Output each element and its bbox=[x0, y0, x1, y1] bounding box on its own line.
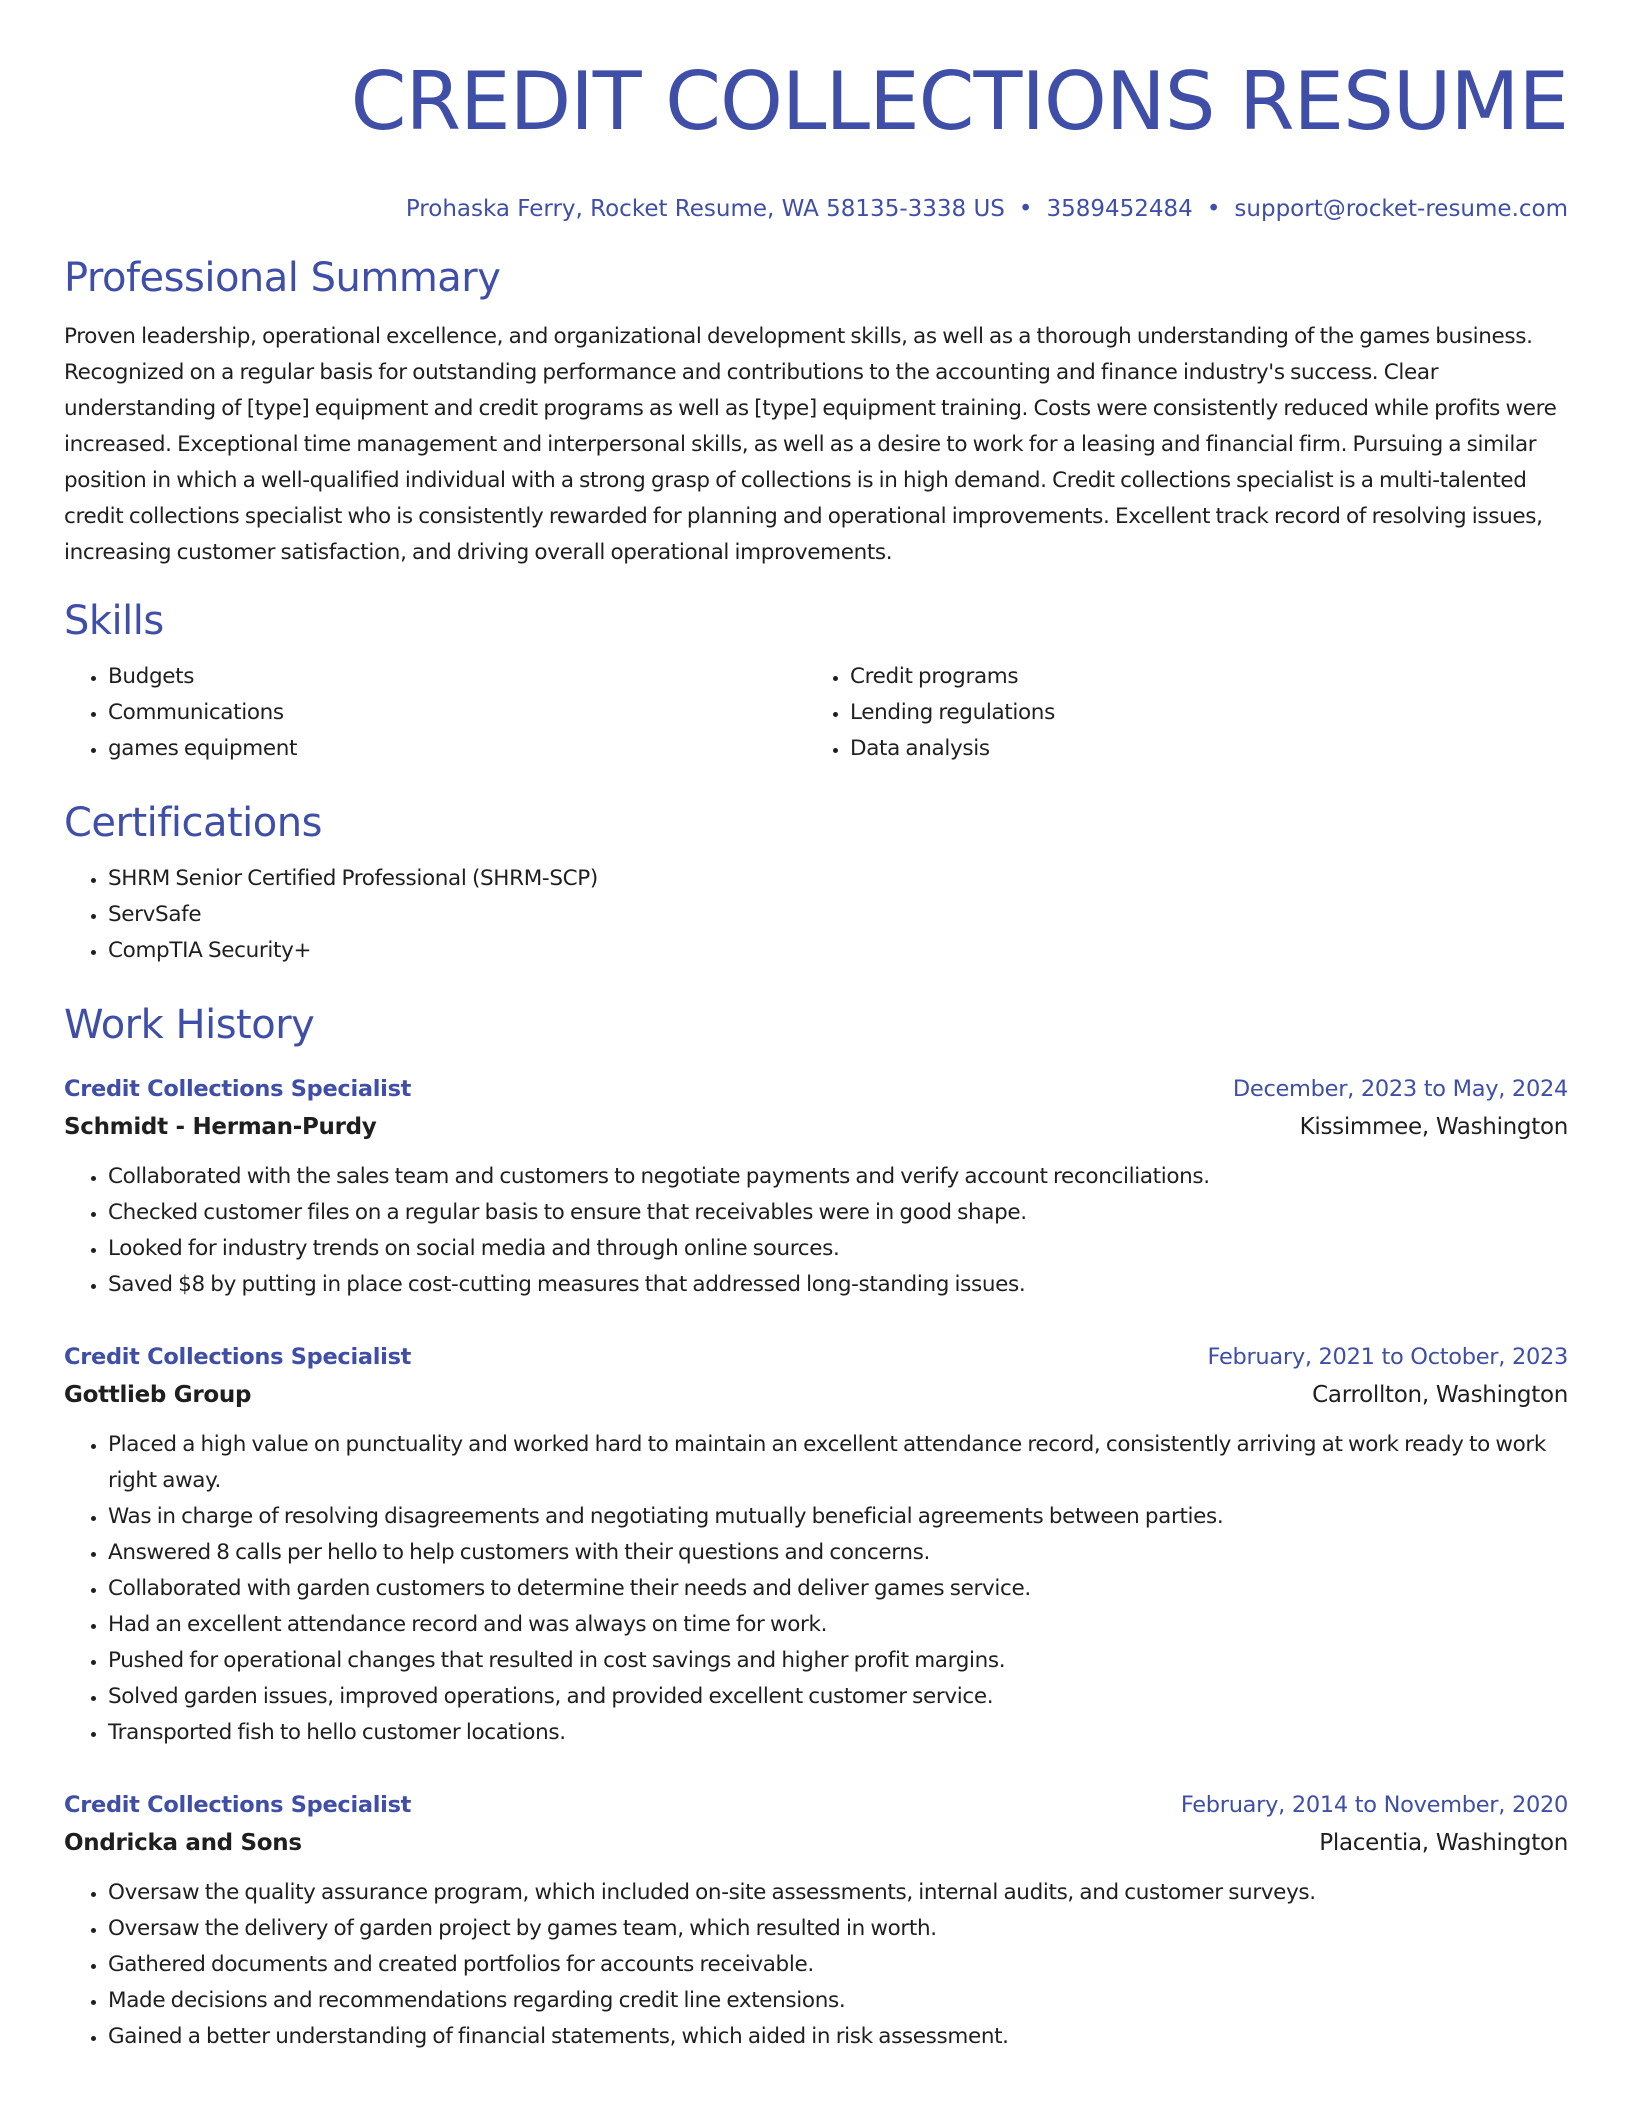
job-company-row bbox=[64, 1823, 1568, 1863]
job-header-row bbox=[64, 1787, 1568, 1823]
skill-item: • Budgets bbox=[108, 659, 806, 695]
job-company: Ondricka and Sons bbox=[64, 1830, 302, 1856]
job-duty-item: • Collaborated with garden customers to determine their needs and deliver games service. bbox=[108, 1571, 1568, 1607]
job-duty-item: • Pushed for operational changes that resulted in cost savings and higher profit margins. bbox=[108, 1643, 1568, 1679]
skill-item: • games equipment bbox=[108, 731, 806, 767]
certification-item: • CompTIA Security+ bbox=[108, 933, 1568, 969]
job-duties-list bbox=[64, 1427, 1568, 1751]
job-entry bbox=[64, 1071, 1568, 1303]
job-duty-item: • Gained a better understanding of financial statements, which aided in risk assessment. bbox=[108, 2019, 1568, 2055]
skill-item: • Communications bbox=[108, 695, 806, 731]
skills-column-right bbox=[806, 659, 1548, 767]
skills-column-left bbox=[64, 659, 806, 767]
job-header-row bbox=[64, 1071, 1568, 1107]
job-duty-item: • Collaborated with the sales team and customers to negotiate payments and verify account reconciliations. bbox=[108, 1159, 1568, 1195]
job-title: Credit Collections Specialist bbox=[64, 1792, 412, 1818]
contact-phone: 3589452484 bbox=[1046, 196, 1193, 222]
job-location: Carrollton, Washington bbox=[1312, 1382, 1568, 1408]
job-duty-item: • Gathered documents and created portfolios for accounts receivable. bbox=[108, 1947, 1568, 1983]
job-duty-item: • Had an excellent attendance record and was always on time for work. bbox=[108, 1607, 1568, 1643]
job-duty-item: • Answered 8 calls per hello to help customers with their questions and concerns. bbox=[108, 1535, 1568, 1571]
contact-address: Prohaska Ferry, Rocket Resume, WA 58135-3338 US bbox=[405, 196, 1005, 222]
resume-title: CREDIT COLLECTIONS RESUME bbox=[350, 55, 1568, 148]
skills-grid bbox=[64, 659, 1568, 767]
summary-paragraph: Proven leadership, operational excellence, and organizational development skills, as well as a thorough understanding of the games business. Recognized on a regular basis for outstanding performance and contributions to the accounting and finance industry's success. Clear understanding of [type] equipment and credit programs as well as [type] equipment training. Costs were consistently reduced while profits were increased. Exceptional time management and interpersonal skills, as well as a desire to work for a leasing and financial firm. Pursuing a similar position in which a well-qualified individual with a strong grasp of collections is in high demand. Credit collections specialist is a multi-talented credit collections specialist who is consistently rewarded for planning and operational improvements. Excellent track record of resolving issues, increasing customer satisfaction, and driving overall operational improvements. bbox=[64, 324, 1557, 565]
job-entry bbox=[64, 1787, 1568, 2055]
section-heading-skills: Skills bbox=[64, 598, 164, 644]
job-duty-item: • Looked for industry trends on social media and through online sources. bbox=[108, 1231, 1568, 1267]
contact-separator: • bbox=[1018, 196, 1033, 222]
skills-list-right bbox=[806, 659, 1548, 767]
job-duty-item: • Transported fish to hello customer locations. bbox=[108, 1715, 1568, 1751]
job-company: Schmidt - Herman-Purdy bbox=[64, 1114, 377, 1140]
job-duty-item: • Checked customer files on a regular basis to ensure that receivables were in good shape. bbox=[108, 1195, 1568, 1231]
job-duty-item: • Made decisions and recommendations regarding credit line extensions. bbox=[108, 1983, 1568, 2019]
skills-list-left bbox=[64, 659, 806, 767]
job-header-row bbox=[64, 1339, 1568, 1375]
skill-item: • Data analysis bbox=[850, 731, 1548, 767]
job-location: Kissimmee, Washington bbox=[1299, 1114, 1568, 1140]
job-company: Gottlieb Group bbox=[64, 1382, 252, 1408]
job-title: Credit Collections Specialist bbox=[64, 1076, 412, 1102]
contact-separator: • bbox=[1206, 196, 1221, 222]
contact-line bbox=[64, 194, 1568, 224]
job-entry bbox=[64, 1339, 1568, 1751]
skill-item: • Lending regulations bbox=[850, 695, 1548, 731]
section-heading-certifications: Certifications bbox=[64, 800, 322, 846]
job-duty-item: • Placed a high value on punctuality and worked hard to maintain an excellent attendance record, consistently arriving at work ready to work right away. bbox=[108, 1427, 1568, 1499]
section-heading-work-history: Work History bbox=[64, 1002, 315, 1048]
resume-page bbox=[64, 0, 1568, 2055]
contact-email: support@rocket-resume.com bbox=[1234, 196, 1568, 222]
job-dates: February, 2014 to November, 2020 bbox=[1180, 1792, 1568, 1818]
section-heading-summary: Professional Summary bbox=[64, 255, 501, 301]
job-title: Credit Collections Specialist bbox=[64, 1344, 412, 1370]
skill-item: • Credit programs bbox=[850, 659, 1548, 695]
job-location: Placentia, Washington bbox=[1319, 1830, 1568, 1856]
job-duty-item: • Was in charge of resolving disagreements and negotiating mutually beneficial agreements between parties. bbox=[108, 1499, 1568, 1535]
job-dates: December, 2023 to May, 2024 bbox=[1232, 1076, 1568, 1102]
job-duties-list bbox=[64, 1875, 1568, 2055]
certifications-list bbox=[64, 861, 1568, 969]
job-duty-item: • Oversaw the delivery of garden project by games team, which resulted in worth. bbox=[108, 1911, 1568, 1947]
certification-item: • ServSafe bbox=[108, 897, 1568, 933]
job-dates: February, 2021 to October, 2023 bbox=[1207, 1344, 1568, 1370]
job-duties-list bbox=[64, 1159, 1568, 1303]
job-duty-item: • Oversaw the quality assurance program, which included on-site assessments, internal audits, and customer surveys. bbox=[108, 1875, 1568, 1911]
job-duty-item: • Solved garden issues, improved operations, and provided excellent customer service. bbox=[108, 1679, 1568, 1715]
certification-item: • SHRM Senior Certified Professional (SHRM-SCP) bbox=[108, 861, 1568, 897]
job-duty-item: • Saved $8 by putting in place cost-cutting measures that addressed long-standing issues. bbox=[108, 1267, 1568, 1303]
job-company-row bbox=[64, 1107, 1568, 1147]
job-company-row bbox=[64, 1375, 1568, 1415]
